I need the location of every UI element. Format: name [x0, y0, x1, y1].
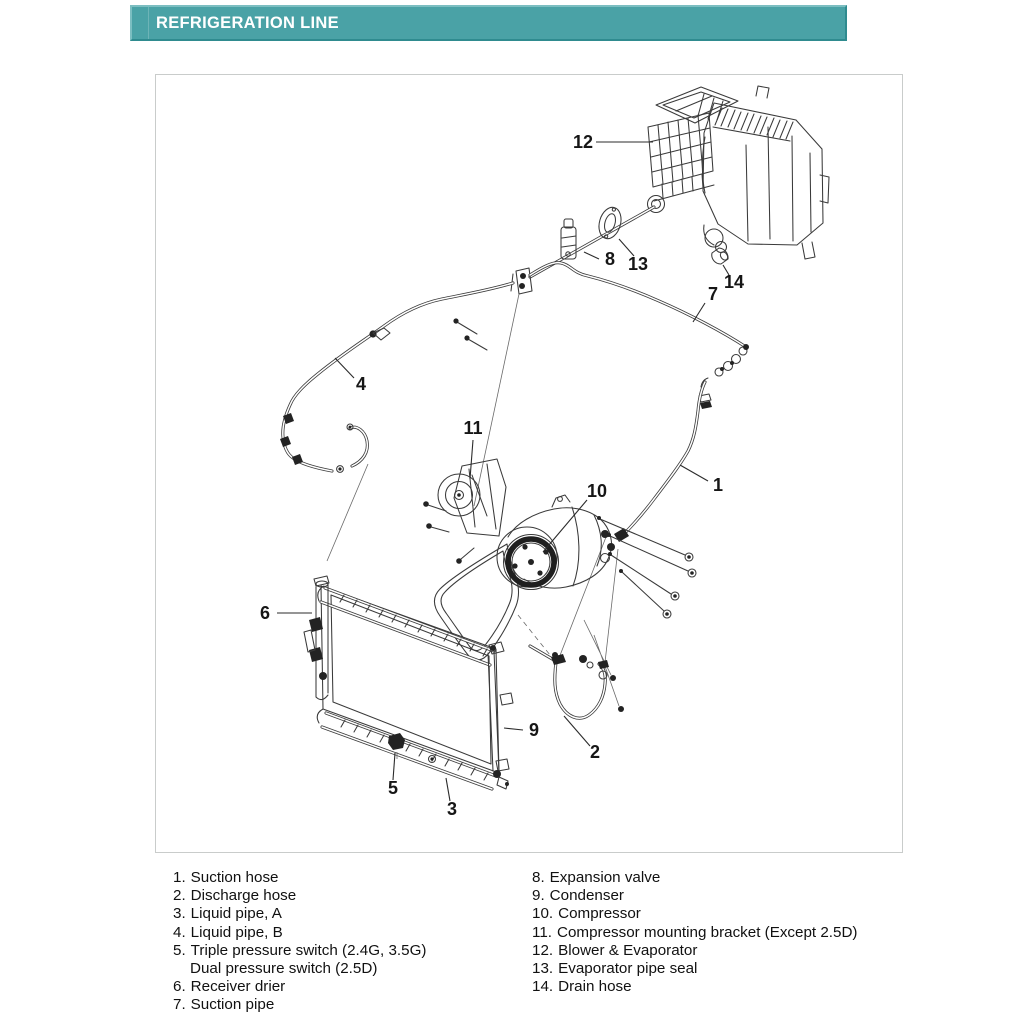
diagram-frame — [155, 74, 903, 853]
legend-item-10: 10. Compressor — [532, 905, 641, 923]
section-header-bar — [130, 5, 847, 41]
condenser — [314, 576, 513, 789]
callout-2 — [564, 716, 600, 762]
callout-9 — [504, 720, 539, 740]
legend-item-2: 2. Discharge hose — [173, 887, 297, 905]
blower-evaporator-unit — [648, 86, 830, 259]
header-edge-line — [148, 7, 149, 39]
legend-item-9: 9. Condenser — [532, 887, 624, 905]
callout-8 — [584, 249, 615, 269]
legend-item-1: 1. Suction hose — [173, 869, 279, 886]
svg-text:3: 3 — [446, 799, 458, 819]
svg-text:9: 9 — [528, 720, 540, 740]
svg-text:7: 7 — [707, 284, 719, 304]
callout-11 — [463, 418, 482, 479]
svg-text:4: 4 — [355, 374, 367, 394]
svg-text:13: 13 — [627, 254, 649, 274]
legend-item-12: 12. Blower & Evaporator — [532, 941, 698, 959]
legend-right-column — [532, 869, 962, 996]
svg-text:8: 8 — [604, 249, 616, 269]
callout-14 — [723, 265, 744, 292]
compressor-mounting-bracket — [423, 459, 506, 564]
legend-item-5: 5. Triple pressure switch (2.4G, 3.5G) — [173, 941, 427, 959]
legend-item-3: 3. Liquid pipe, A — [173, 905, 282, 923]
legend-item-5-continued: Dual pressure switch (2.5D) — [190, 959, 378, 977]
svg-text:11: 11 — [463, 418, 483, 438]
callout-1 — [680, 465, 723, 495]
callout-13 — [619, 239, 648, 274]
legend-item-4: 4. Liquid pipe, B — [173, 923, 283, 941]
discharge-hose — [530, 646, 609, 718]
svg-text:2: 2 — [589, 742, 601, 762]
svg-text:5: 5 — [387, 778, 399, 798]
svg-text:1: 1 — [712, 475, 724, 495]
callout-3 — [446, 778, 457, 819]
receiver-drier — [304, 581, 328, 700]
callout-4 — [335, 358, 366, 394]
pipe-junction-bracket — [453, 268, 532, 350]
suction-hose — [614, 382, 705, 542]
legend-item-14: 14. Drain hose — [532, 978, 632, 996]
compressor — [497, 495, 615, 590]
legend-item-8: 8. Expansion valve — [532, 869, 661, 886]
svg-text:10: 10 — [586, 481, 608, 501]
svg-text:6: 6 — [259, 603, 271, 623]
legend-item-6: 6. Receiver drier — [173, 978, 286, 996]
refrigeration-line-diagram — [156, 75, 902, 852]
legend-item-11: 11. Compressor mounting bracket (Except 2.5D) — [532, 923, 858, 941]
callout-5 — [388, 753, 398, 798]
callout-7 — [693, 284, 718, 322]
legend-item-13: 13. Evaporator pipe seal — [532, 959, 698, 977]
legend-item-7: 7. Suction pipe — [173, 996, 275, 1014]
svg-text:12: 12 — [572, 132, 594, 152]
page-title: REFRIGERATION LINE — [156, 13, 339, 32]
callout-12 — [573, 132, 653, 152]
callout-6 — [260, 603, 312, 623]
drain-hose — [712, 248, 729, 264]
legend-left-column — [173, 869, 525, 1015]
svg-text:14: 14 — [723, 272, 745, 292]
